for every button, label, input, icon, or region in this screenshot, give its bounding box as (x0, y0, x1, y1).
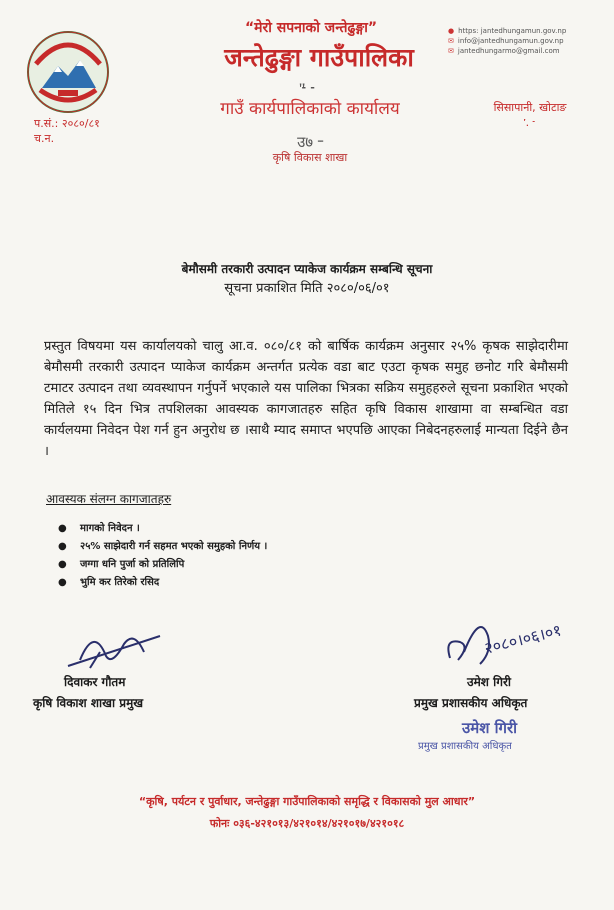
address-code: ᡃᡃᡃ. ᠊ (525, 116, 535, 129)
bullet-icon: ● (58, 523, 67, 534)
letter-number: प.सं.: २०८०/८१ (34, 117, 100, 130)
branch-name: कृषि विकास शाखा (272, 151, 348, 164)
address-block (470, 100, 590, 130)
website-line[interactable]: ● https: jantedhungamun.gov.np (448, 27, 567, 35)
left-signatory-title: कृषि विकाश शाखा प्रमुख (33, 696, 144, 710)
footer-phone: फोनः ०३६-४२१०१३/४२१०१४/४२१०१७/४२१०१८ (209, 817, 405, 830)
list-item: ● भुमि कर तिरेको रसिद (58, 574, 267, 592)
stamp-name: उमेश गिरी (462, 719, 517, 737)
office-name: जन्तेढुङ्गा गाउँपालिका (224, 43, 414, 72)
signature-right (440, 608, 570, 678)
attachments-list (58, 520, 267, 592)
notice-title: बेमौसमी तरकारी उत्पादन प्याकेज कार्यक्रम सम्बन्धि सूचना (181, 262, 433, 276)
bullet-icon: ● (58, 559, 67, 570)
list-item: ● मागको निवेदन । (58, 520, 267, 538)
right-signatory-name: उमेश गिरी (467, 675, 511, 689)
reference-block (34, 116, 100, 146)
address-line: सिसापानी, खोटाङ (493, 101, 567, 114)
municipality-emblem (26, 30, 110, 114)
district-code: उ७ ᠊᠊ (297, 133, 323, 151)
letterhead-slogan: “मेरो सपनाको जन्तेढुङ्गा” (244, 20, 378, 36)
email-line[interactable]: ✉ info@jantedhungamun.gov.np (448, 37, 564, 45)
handwritten-date: २०८०।०६।०१ (482, 620, 564, 658)
bullet-icon: ● (58, 541, 67, 552)
footer-slogan: “कृषि, पर्यटन र पुर्वाधार, जन्तेढुङ्गा गाउँपालिकाको समृद्धि र विकासको मुल आधार” (138, 795, 476, 808)
right-signatory-title: प्रमुख प्रशासकीय अधिकृत (414, 696, 528, 710)
globe-icon: ● (448, 27, 455, 35)
signature-left (60, 622, 170, 672)
notice-date: सूचना प्रकाशित मिति २०८०/०६/०१ (224, 281, 390, 296)
stamp-title: प्रमुख प्रशासकीय अधिकृत (418, 741, 512, 752)
notice-body: प्रस्तुत विषयमा यस कार्यालयको चालु आ.व. ०८०/८१ को बार्षिक कार्यक्रम अनुसार २५% कृषक साझेदारीमा बेमौसमी तरकारी उत्पादन प्याकेज कार्यक्रम अन्तर्गत प्रत्येक वडा बाट एउटा कृषक समुह छनोट गरि बेमौसमी टमाटर उत्पादन तथा व्यवस्थापन गर्नुपर्ने भएकाले यस पालिका भित्रका सक्रिय समुहहरुले सूचना प्रकाशित भएको मितिले १५ दिन भित्र तपशिलका आवस्यक कागजातहरु सहित कृषि विकास शाखामा वा सम्बन्धित वडा कार्यलयमा निवेदन पेश गर्न हुन अनुरोध छ ।साथै म्याद समाप्त भएपछि आएका निबेदनहरुलाई मान्यता दिईने छैन । (44, 339, 568, 459)
left-signatory-name: दिवाकर गौतम (64, 675, 126, 689)
office-code: ᡃ᠊ᡃᡃ ᠊ (302, 79, 314, 100)
office-subtitle: गाउँ कार्यपालिकाको कार्यालय (220, 99, 400, 119)
list-item: ● जग्गा धनि पुर्जा को प्रतिलिपि (58, 556, 267, 574)
list-item: ● २५% साझेदारी गर्न सहमत भएको समुहको निर्णय । (58, 538, 267, 556)
gmail-icon: ✉ (448, 47, 454, 55)
attachments-heading: आवस्यक संलग्न कागजातहरु (46, 492, 172, 506)
mail-icon: ✉ (448, 37, 454, 45)
dispatch-number: च.न. (34, 132, 55, 145)
bullet-icon: ● (58, 577, 67, 588)
gmail-line[interactable]: ✉ jantedhungarmo@gmail.com (448, 47, 560, 55)
contact-block (448, 26, 608, 56)
